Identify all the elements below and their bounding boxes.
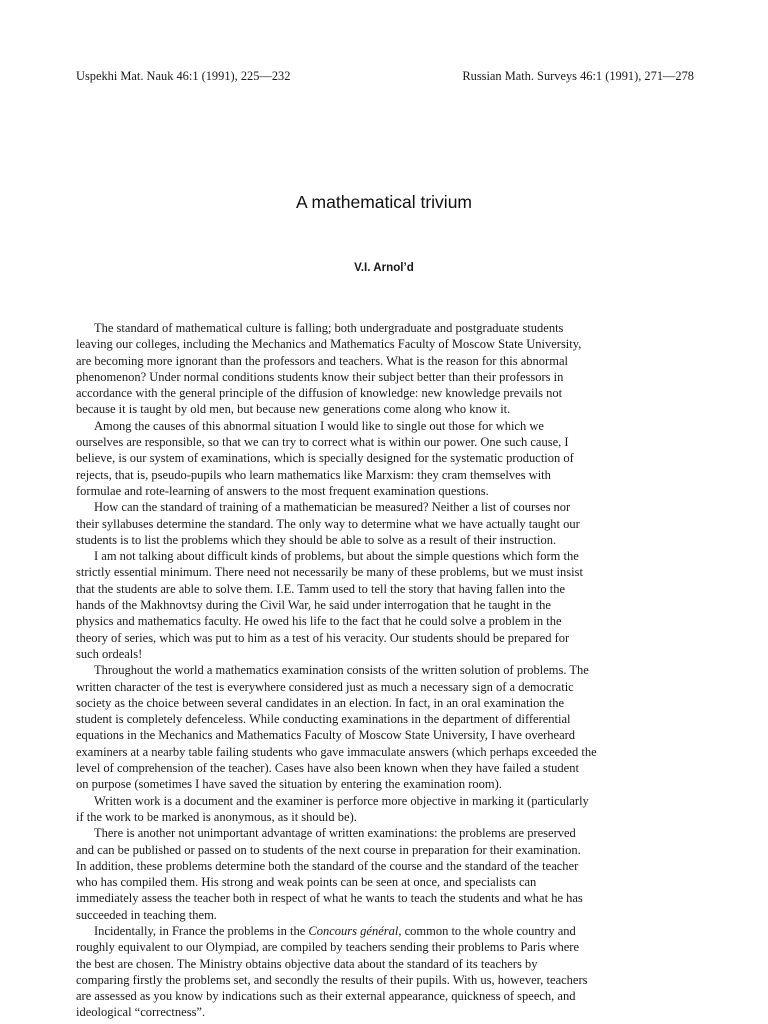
body-line: the best are chosen. The Ministry obtains objective data about the standard of its teachers by: [76, 956, 538, 971]
body-line: are assessed as you know by indications such as their external appearance, quickness of speech, and: [76, 989, 576, 1004]
body-line: ourselves are responsible, so that we can try to correct what is within our power. One such cause, I: [76, 435, 569, 450]
body-line: written character of the test is everywhere considered just as much a necessary sign of a democratic: [76, 679, 574, 694]
body-text-run: common to the whole country and: [401, 923, 576, 938]
body-line: equations in the Mechanics and Mathematics Faculty of Moscow State University, I have overheard: [76, 728, 576, 743]
body-line: There is another not unimportant advantage of written examinations: the problems are preserved: [94, 826, 576, 841]
body-line: and can be published or passed on to students of the next course in preparation for their examination.: [76, 842, 581, 857]
body-line: if the work to be marked is anonymous, as it should be).: [76, 809, 357, 824]
body-line: Among the causes of this abnormal situation I would like to single out those for which we: [94, 418, 544, 433]
body-line: [76, 923, 696, 939]
journal-citation-translation: Russian Math. Surveys 46:1 (1991), 271—278: [462, 69, 694, 83]
body-line: strictly essential minimum. There need not necessarily be many of these problems, but we must insist: [76, 565, 583, 580]
body-line: theory of series, which was put to him as a test of his veracity. Our students should be prepared for: [76, 630, 570, 645]
concours-general-italic: Concours général,: [308, 923, 402, 938]
body-line: who has compiled them. His strong and weak points can be seen at once, and specialists can: [76, 875, 537, 890]
body-line: their syllabuses determine the standard. The only way to determine what we have actually taught our: [76, 516, 580, 531]
paper-title: A mathematical trivium: [295, 192, 473, 212]
paper-body: [76, 320, 696, 1021]
body-line: physics and mathematics faculty. He owed his life to the fact that he could solve a problem in the: [76, 614, 562, 629]
body-line: In addition, these problems determine both the standard of the course and the standard of the teacher: [76, 858, 579, 873]
body-line: succeeded in teaching them.: [76, 907, 217, 922]
body-line: society as the choice between several candidates in an election. In fact, in an oral examination the: [76, 695, 564, 710]
body-line: student is completely defenceless. While conducting examinations in the department of differential: [76, 712, 571, 727]
body-line: roughly equivalent to our Olympiad, are compiled by teachers sending their problems to Paris where: [76, 940, 579, 955]
body-line: students is to list the problems which they should be able to solve as a result of their instruction.: [76, 532, 557, 547]
body-line: Written work is a document and the examiner is perforce more objective in marking it (particularly: [94, 793, 589, 808]
body-line: are becoming more ignorant than the professors and teachers. What is the reason for this abnormal: [76, 353, 568, 368]
body-line: leaving our colleges, including the Mechanics and Mathematics Faculty of Moscow State University,: [76, 337, 582, 352]
body-line: comparing firstly the problems set, and secondly the results of their pupils. With us, however, teachers: [76, 972, 588, 987]
body-line: formulae and rote-learning of answers to the most frequent examination questions.: [76, 483, 489, 498]
body-line: The standard of mathematical culture is falling; both undergraduate and postgraduate students: [94, 321, 564, 335]
body-line: that the students are able to solve them. I.E. Tamm used to tell the story that having fallen into the: [76, 581, 566, 596]
body-line: How can the standard of training of a mathematician be measured? Neither a list of courses nor: [94, 500, 571, 515]
body-line: accordance with the general principle of the diffusion of knowledge: new knowledge prevails not: [76, 386, 563, 401]
body-line: level of comprehension of the teacher). Cases have also been known when they have failed a student: [76, 761, 579, 776]
body-line: phenomenon? Under normal conditions students know their subject better than their professors in: [76, 369, 564, 384]
body-line: because it is taught by old men, but because new generations come along who know it.: [76, 402, 511, 417]
body-line: examiners at a nearby table failing students who gave immaculate answers (which perhaps exceeded the: [76, 744, 597, 759]
body-line: believe, is our system of examinations, which is specially designed for the systematic production of: [76, 451, 574, 466]
journal-citation-original: Uspekhi Mat. Nauk 46:1 (1991), 225—232: [76, 69, 291, 83]
body-line: I am not talking about difficult kinds of problems, but about the simple questions which form the: [94, 549, 579, 564]
body-line: rejects, that is, pseudo-pupils who learn mathematics like Marxism: they cram themselves with: [76, 467, 551, 482]
body-text-run: Incidentally, in France the problems in the: [94, 923, 309, 938]
body-line: ideological “correctness”.: [76, 1005, 206, 1020]
paper-author: V.I. Arnol’d: [354, 261, 414, 274]
body-line: immediately assess the teacher both in respect of what he wants to teach the students and what he has: [76, 891, 583, 906]
body-line: hands of the Makhnovtsy during the Civil War, he said under interrogation that he taught in the: [76, 598, 551, 613]
body-line: Throughout the world a mathematics examination consists of the written solution of problems. The: [94, 663, 589, 678]
body-line: such ordeals!: [76, 646, 143, 661]
body-line: on purpose (sometimes I have saved the situation by entering the examination room).: [76, 777, 502, 792]
